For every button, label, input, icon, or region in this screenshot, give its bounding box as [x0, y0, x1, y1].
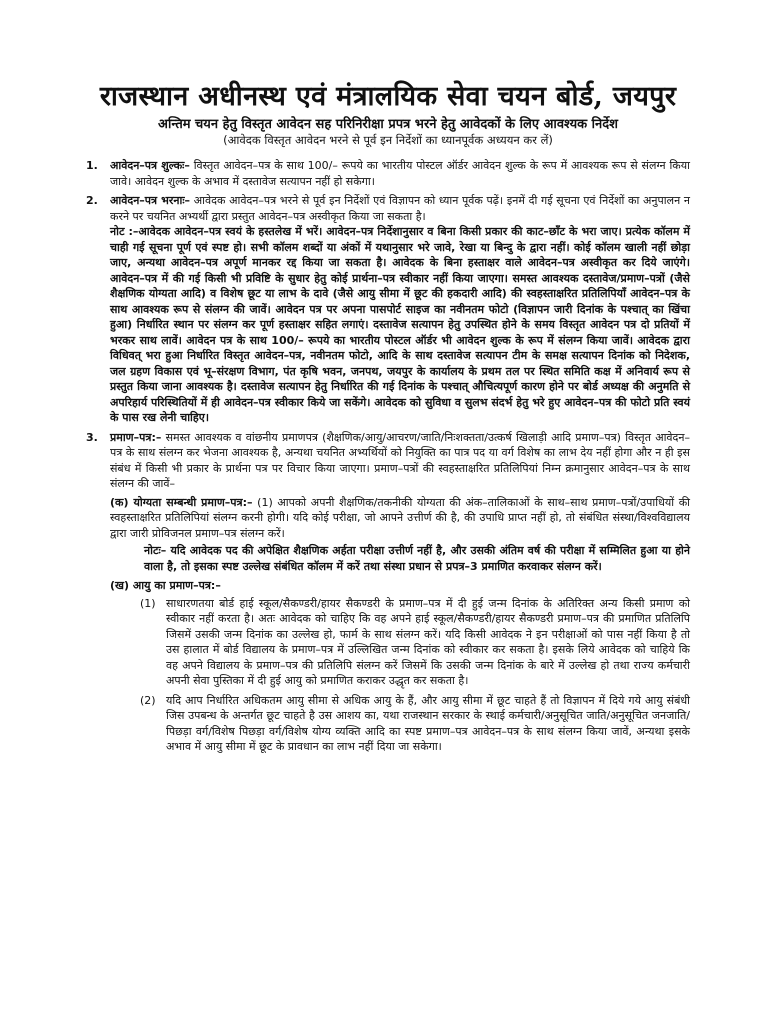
section-3 [86, 430, 690, 755]
section-2-paragraph [110, 193, 690, 224]
section-2-note-part-a: नोट :–आवेदक आवेदन–पत्र स्वयं के हस्तलेख में भरें। आवेदन–पत्र निर्देशानुसार व बिना किसी प्रकार की काट–छाँट के भरा जाए। प्रत्येक कॉलम में चाही गई सूचना पूर्ण एवं स्पष्ट हो। सभी कॉलम शब्दों या अंकों में यथानुसार भरे जावे, रेखा या बिन्दु के द्वारा नहीं। कोई कॉलम खाली नहीं छोड़ा जाए, अन्यथा आवेदन–पत्र अपूर्ण मानकर रद्द किया जा सकता है। आवेदक के बिना हस्ताक्षर वाले आवेदन–पत्र अस्वीकृत कर दिये जाएंगे। आवेदन–पत्र में की गई किसी भी प्रविष्टि के सुधार हेतु कोई प्रार्थना–पत्र स्वीकार नहीं किया जाएगा। [110, 225, 690, 285]
section-3-number: 3. [86, 430, 98, 444]
subsection-ka-text: (1) आपको अपनी शैक्षणिक/तकनीकी योग्यता की अंक–तालिकाओं के साथ–साथ प्रमाण–पत्रों/उपाधियों की स्वहस्ताक्षरित प्रतिलिपियां संलग्न करनी होगी। यदि कोई परीक्षा, जो आपने उत्तीर्ण की है, की उपाधि प्राप्त नहीं हो, तो संबंधित संस्था/विश्वविद्यालय द्वारा जारी प्रोविजनल प्रमाण–पत्र संलग्न करें। [110, 495, 691, 540]
section-1-text: विस्तृत आवेदन–पत्र के साथ 100/– रूपये का भारतीय पोस्टल ऑर्डर आवेदन शुल्क के रूप में आवश्यक रूप से संलग्न किया जावे। आवेदन शुल्क के अभाव में दस्तावेज सत्यापन नहीं हो सकेगा। [110, 159, 690, 188]
section-2-note [110, 224, 690, 426]
section-2-note-part-c: लगाएं। दस्तावेज सत्यापन हेतु उपस्थित होने के समय विस्तृत आवेदन पत्र दो प्रतियों में भरकर साथ लावें। आवेदन पत्र के साथ 100/– रूपये का भारतीय पोस्टल ऑर्डर भी आवेदन शुल्क के रूप में संलग्न किया जावें। आवेदक द्वारा विधिवत् भरा हुआ निर्धारित विस्तृत आवेदन–पत्र, नवीनतम फोटो, आदि के साथ दस्तावेज सत्यापन टीम के समक्ष सत्यापन दिनांक को निदेशक, जल ग्रहण विकास एवं भू–संरक्षण विभाग, पंत कृषि भवन, जनपथ, जयपुर के कार्यालय के प्रथम तल पर स्थित समिति कक्ष में अनिवार्य रूप से प्रस्तुत किया जाना आवश्यक है। दस्तावेज सत्यापन हेतु निर्धारित की गई दिनांक के पश्चात् औचित्यपूर्ण कारण होने पर बोर्ड अध्यक्ष की अनुमति से अपरिहार्य परिस्थितियों में ही आवेदन–पत्र स्वीकार किये जा सकेंगे। आवेदक को सुविधा व सुलभ संदर्भ हेतु भरे हुए आवेदन–पत्र की फोटो प्रति स्वयं के पास रख लेनी चाहिए। [110, 318, 691, 424]
subsection-ka-label: (क) योग्यता सम्बन्धी प्रमाण–पत्र:– [110, 495, 253, 509]
section-1-number: 1. [86, 159, 98, 172]
age-proof-point-1-number: (1) [140, 596, 156, 610]
section-1-paragraph [110, 158, 690, 189]
section-3-text: समस्त आवश्यक व वांछनीय प्रमाणपत्र (शैक्षणिक/आयु/आचरण/जाति/निःशक्तता/उत्कर्ष खिलाड़ी आदि प्रमाण–पत्र) विस्तृत आवेदन–पत्र के साथ संलग्न कर भेजना आवश्यक है, अन्यथा चयनित अभ्यर्थियों को नियुक्ति का पात्र पद या वर्ग विशेष का लाभ देय नहीं होगा और न ही इस संबंध में किसी भी प्रकार के प्रार्थना पत्र पर विचार किया जाएगा। प्रमाण–पत्रों की स्वहस्ताक्षरित प्रतिलिपियां निम्न क्रमानुसार आवेदन–पत्र के साथ संलग्न की जावें– [110, 430, 690, 490]
age-proof-point-2 [110, 693, 690, 755]
section-3-label: प्रमाण–पत्र:– [110, 430, 162, 444]
age-proof-point-2-text: यदि आप निर्धारित अधिकतम आयु सीमा से अधिक आयु के हैं, और आयु सीमा में छूट चाहते हैं तो विज्ञापन में दिये गये आयु संबंधी जिस उपबन्ध के अन्तर्गत छूट चाहते है उस आशय का, यथा राजस्थान सरकार के स्थाई कर्मचारी/अनुसूचित जाति/अनुसूचित जनजाति/पिछड़ा वर्ग/विशेष पिछड़ा वर्ग/विशेष योग्य व्यक्ति आदि का स्पष्ट प्रमाण–पत्र आवेदन–पत्र के साथ संलग्न किया जावें, अन्यथा इसके अभाव में आयु सीमा में छूट के प्रावधान का लाभ नहीं दिया जा सकेगा। [166, 693, 690, 753]
subsection-kha-label: (ख) आयु का प्रमाण–पत्र:– [110, 579, 221, 592]
section-2-number: 2. [86, 194, 98, 207]
section-2 [86, 193, 690, 426]
page-title: राजस्थान अधीनस्थ एवं मंत्रालयिक सेवा चयन बोर्ड, जयपुर [99, 81, 677, 112]
section-2-label: आवेदन–पत्र भरनाः– [110, 194, 191, 207]
subsection-ka-note: नोटः– यदि आवेदक पद की अपेक्षित शैक्षणिक अर्हता परीक्षा उत्तीर्ण नहीं है, और उसकी अंतिम वर्ष की परीक्षा में सम्मिलित हुआ या होने वाला है, तो इसका स्पष्ट उल्लेख संबंधित कॉलम में करें तथा संस्था प्रधान से प्रपत्र–3 प्रमाणित करवाकर संलग्न करें। [144, 544, 690, 573]
section-3-paragraph [110, 430, 690, 492]
subsection-kha [110, 578, 690, 594]
age-proof-point-2-number: (2) [140, 693, 156, 707]
section-1 [86, 158, 690, 189]
section-2-note-part-b: समस्त आवश्यक दस्तावेज/प्रमाण–पत्रों (जैसे शैक्षणिक योग्यता आदि) व विशेष छूट या लाभ के दावे (जैसे आयु सीमा में छूट की हकदारी आदि) की स्वहस्ताक्षरित प्रतिलिपियाँ आवेदन–पत्र के साथ आवश्यक रूप से संलग्न की जावें। आवेदन पत्र पर अपना पासपोर्ट साइज का नवीनतम फोटो (विज्ञापन जारी दिनांक के पश्चात् का खिंचा हुआ) निर्धारित स्थान पर संलग्न कर पूर्ण हस्ताक्षर सहित [110, 271, 690, 331]
section-2-text: आवेदक आवेदन–पत्र भरने से पूर्व इन निर्देशों एवं विज्ञापन को ध्यान पूर्वक पढ़ें। इनमें दी गई सूचना एवं निर्देशों का अनुपालन न करने पर चयनित अभ्यर्थी द्वारा प्रस्तुत आवेदन–पत्र अस्वीकृत किया जा सकता है। [110, 194, 690, 223]
subsection-ka [110, 495, 690, 542]
age-proof-point-1-text: साधारणतया बोर्ड हाई स्कूल/सैकण्डरी/हायर सैकण्डरी के प्रमाण–पत्र में दी हुई जन्म दिनांक के अतिरिक्त अन्य किसी प्रमाण को स्वीकार नहीं करता है। अतः आवेदक को चाहिए कि वह अपने हाई स्कूल/सैकण्डरी/हायर सैकण्डरी प्रमाण–पत्र की प्रमाणित प्रतिलिपि जिसमें उसकी जन्म दिनांक का उल्लेख हो, फार्म के साथ संलग्न करें। यदि किसी आवेदक ने इन परीक्षाओं को पास नहीं किया है तो उस हालात में बोर्ड विद्यालय के प्रमाण–पत्र में उल्लिखित जन्म दिनांक को स्वीकार कर सकता है। इसके लिये आवेदक को चाहिये कि वह अपने विद्यालय के प्रमाण–पत्र की प्रतिलिपि संलग्न करें जिसमें कि उसकी जन्म दिनांक के बारे में उल्लेख हो तथा राज्य कर्मचारी अपनी सेवा पुस्तिका में दी हुई आयु को प्रमाणित कराकर उद्धृत कर सकता है। [166, 596, 690, 687]
page-subtitle: अन्तिम चयन हेतु विस्तृत आवेदन सह परिनिरीक्षा प्रपत्र भरने हेतु आवेदकों के लिए आवश्यक निर्देश [158, 117, 618, 132]
age-proof-point-1 [110, 596, 690, 689]
section-1-label: आवेदन–पत्र शुल्कः– [110, 159, 190, 172]
page-subnote: (आवेदक विस्तृत आवेदन भरने से पूर्व इन निर्देशों का ध्यानपूर्वक अध्ययन कर लें) [223, 133, 553, 147]
